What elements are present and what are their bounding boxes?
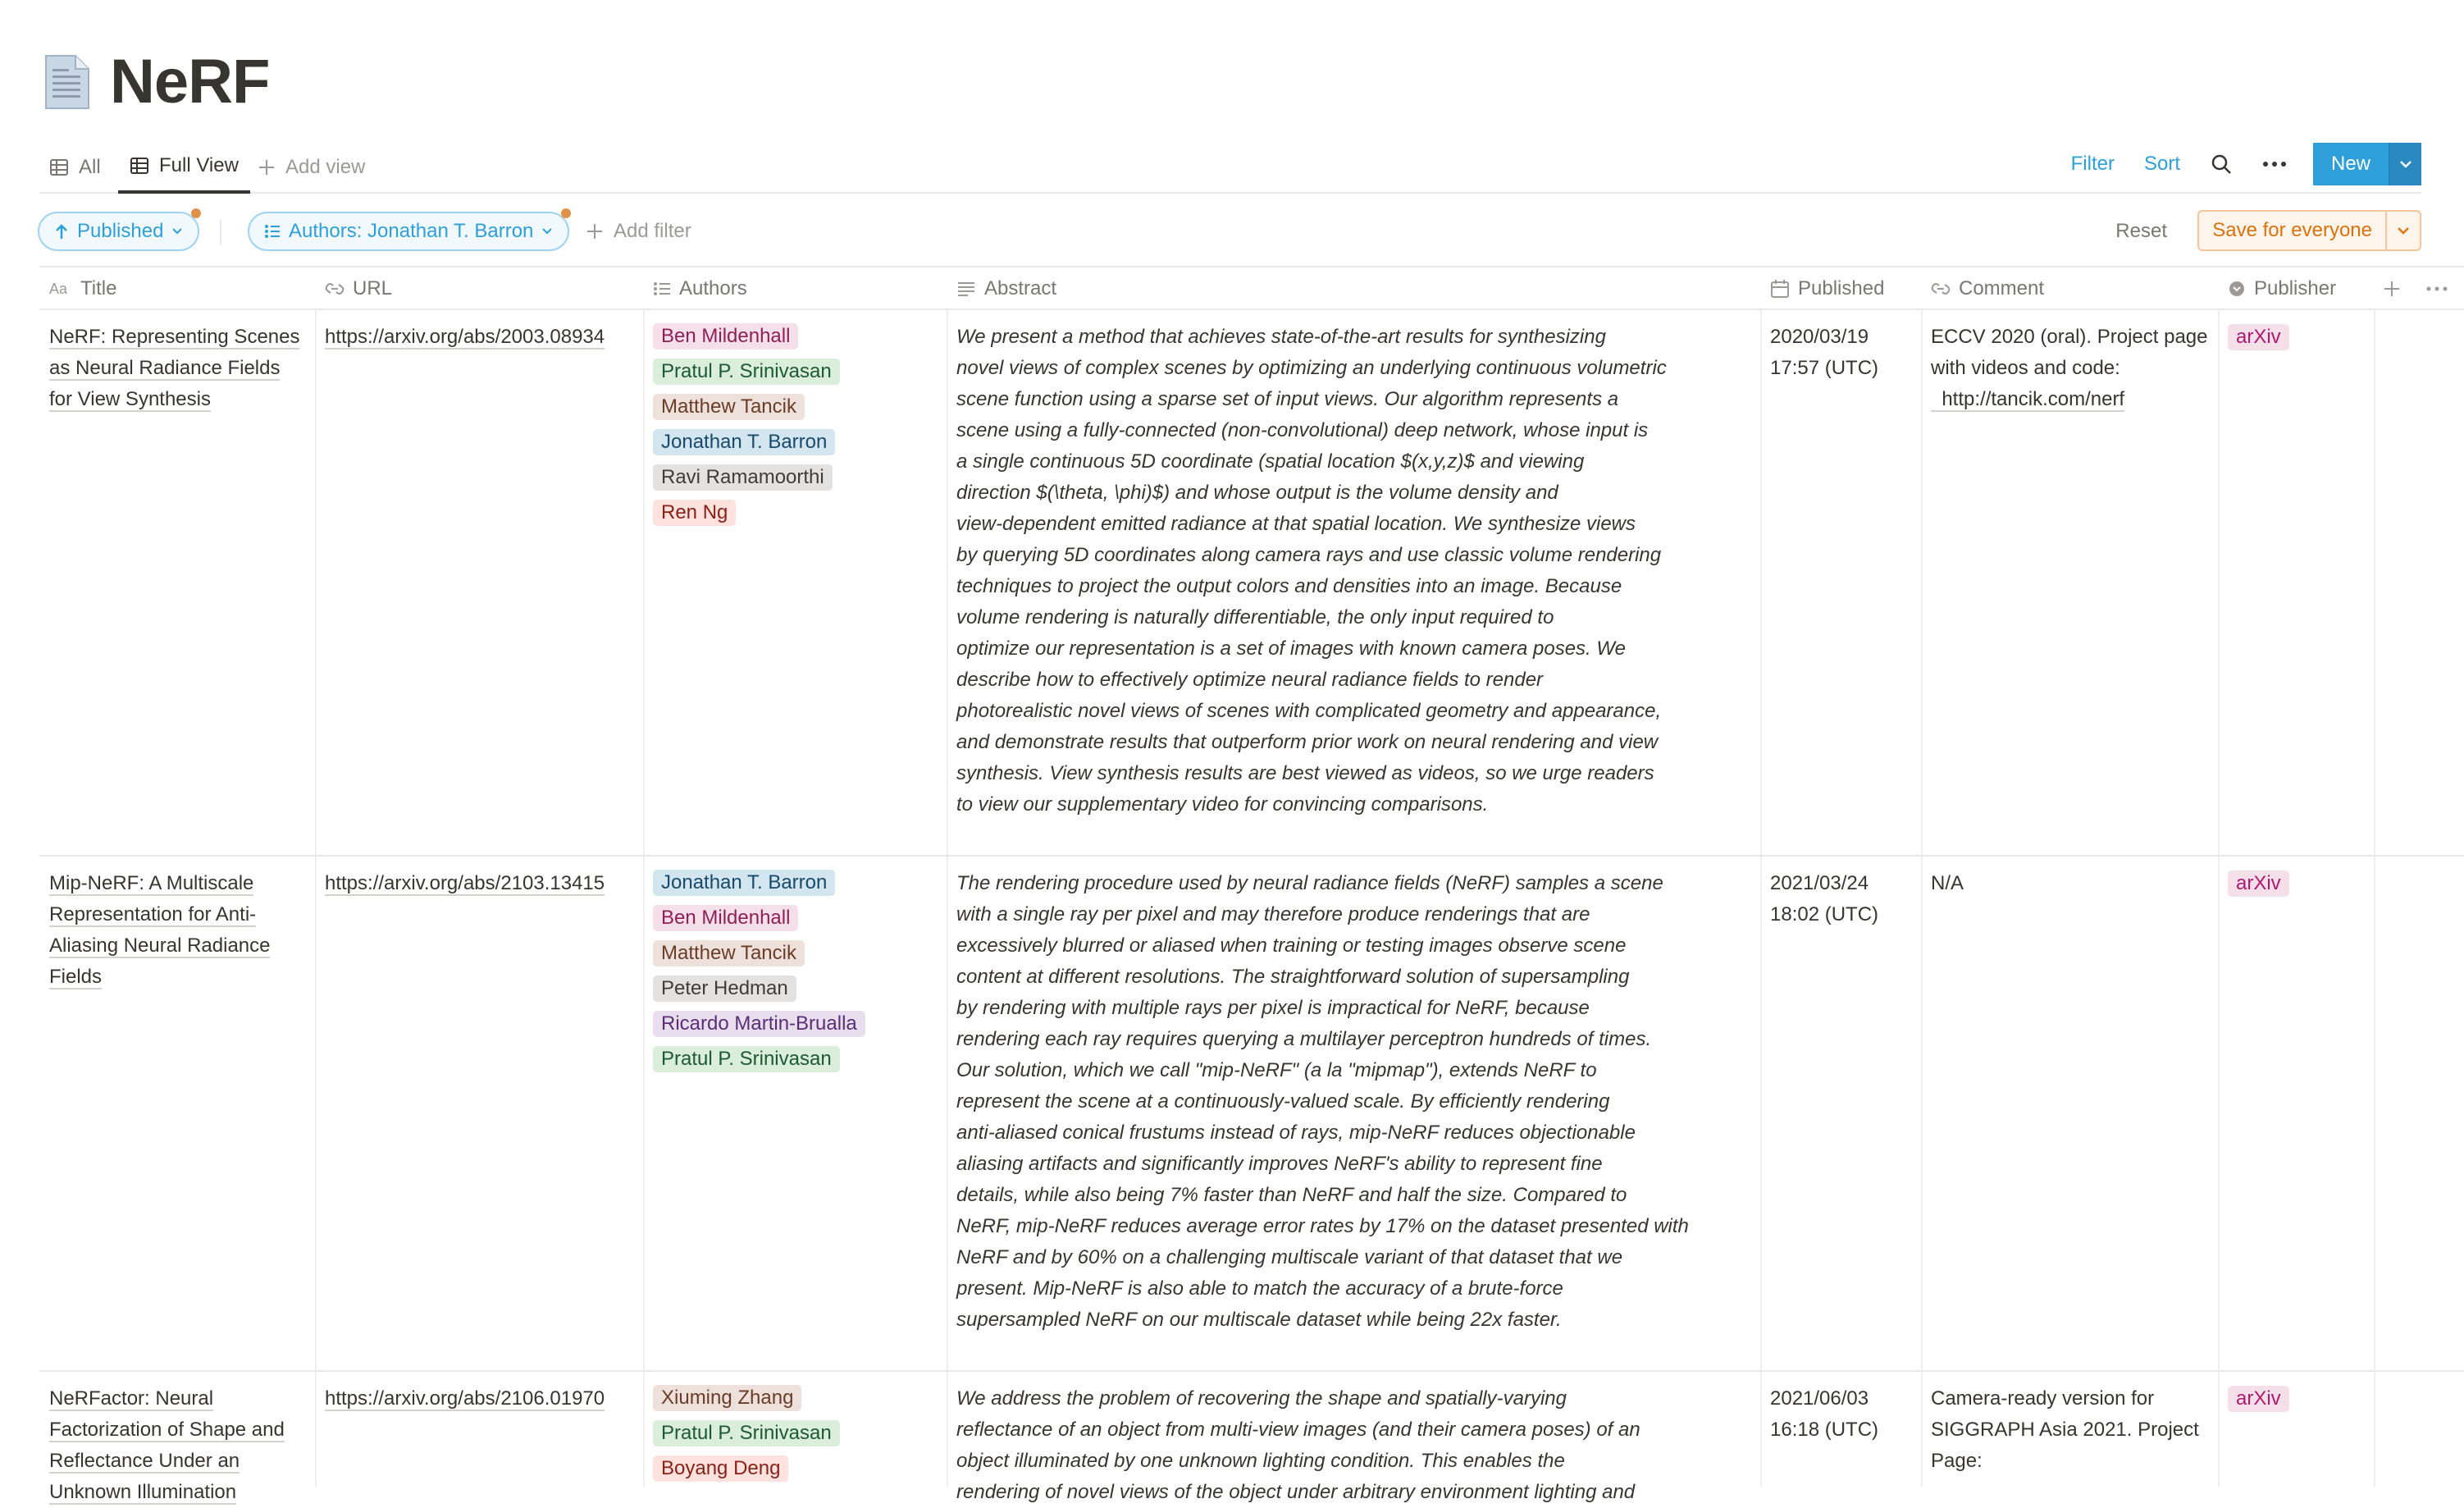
table-body [39, 310, 2464, 1503]
plus-icon [258, 158, 276, 176]
author-tag: Matthew Tancik [653, 940, 805, 966]
text-icon [49, 281, 72, 297]
author-tag: Jonathan T. Barron [653, 870, 835, 896]
authors-chip-label: Authors: Jonathan T. Barron [289, 220, 534, 242]
published-cell[interactable] [1760, 1372, 1921, 1487]
column-label: Publisher [2254, 277, 2337, 299]
tab-full-view-label: Full View [159, 154, 239, 176]
column-header-publisher[interactable] [2218, 267, 2374, 310]
authors-cell[interactable] [643, 1372, 947, 1487]
comment-cell[interactable] [1921, 310, 2218, 857]
row-title[interactable]: NeRF: Representing Scenes as Neural Radiance Fields for View Synthesis [49, 326, 300, 410]
more-icon [2426, 286, 2448, 292]
more-icon[interactable] [2262, 161, 2287, 167]
row-comment: N/A [1931, 872, 1964, 894]
select-icon [2228, 280, 2246, 298]
author-tag: Ben Mildenhall [653, 323, 798, 350]
row-url-link[interactable]: https://arxiv.org/abs/2103.13415 [325, 872, 605, 894]
column-header-url[interactable] [315, 267, 643, 310]
url-cell[interactable] [315, 1372, 643, 1487]
sort-button[interactable]: Sort [2143, 153, 2180, 175]
calendar-icon [1770, 279, 1790, 299]
row-comment: Camera-ready version for SIGGRAPH Asia 2021. Project Page: [1931, 1387, 2199, 1472]
list-icon [264, 224, 281, 239]
authors-cell[interactable] [643, 310, 947, 857]
chevron-down-icon [541, 227, 553, 235]
author-tag: Ren Ng [653, 500, 736, 526]
new-button[interactable]: New [2313, 143, 2389, 185]
row-url-link[interactable]: https://arxiv.org/abs/2106.01970 [325, 1387, 605, 1410]
link-icon [1931, 281, 1951, 297]
paragraph-icon [956, 281, 976, 297]
column-more-button[interactable] [2426, 267, 2448, 310]
row-abstract: We present a method that achieves state-of-the-art results for synthesizing novel views of complex scenes by optimizing an underlying continuous volumetric scene function using a sparse set of input views. Our algorithm represents a scene using a fully-connected (non-convolutional) deep network, whose input is a single continuous 5D coordinate (spatial location $(x,y,z)$ and viewing direction $(\theta, \phi)$) and whose output is the volume density and view-dependent emitted radiance at that spatial location. We synthesize views by querying 5D coordinates along camera rays and use classic volume rendering techniques to project the output colors and densities into an image. Because volume rendering is naturally differentiable, the only input required to optimize our representation is a set of images with known camera poses. We describe how to effectively optimize neural radiance fields to render photorealistic novel views of scenes with complicated geometry and appearance, and demonstrate results that outperform prior work on neural rendering and view synthesis. View synthesis results are best viewed as videos, so we urge readers to view our supplementary video for convincing comparisons. [956, 326, 1667, 816]
modified-dot [191, 208, 201, 218]
list-icon [653, 281, 671, 297]
author-tag: Ben Mildenhall [653, 905, 798, 931]
table-header [39, 266, 2464, 310]
table-row[interactable] [39, 857, 2464, 1372]
author-tag: Pratul P. Srinivasan [653, 359, 840, 385]
url-cell[interactable] [315, 857, 643, 1372]
add-view-label: Add view [285, 156, 366, 178]
column-header-authors[interactable] [643, 267, 947, 310]
filter-button[interactable]: Filter [2070, 153, 2115, 175]
divider [220, 220, 221, 244]
chevron-down-icon[interactable] [2389, 143, 2421, 185]
row-published-date: 2021/06/03 16:18 (UTC) [1770, 1387, 1879, 1441]
table-icon [130, 156, 149, 176]
row-comment: ECCV 2020 (oral). Project page with videos and code: [1931, 326, 2208, 379]
table-icon [49, 158, 69, 177]
column-header-abstract[interactable] [947, 267, 1760, 310]
save-for-everyone-button[interactable]: Save for everyone [2212, 219, 2372, 241]
title-cell[interactable] [39, 857, 315, 1372]
comment-cell[interactable] [1921, 1372, 2218, 1487]
arrow-up-icon [54, 223, 69, 240]
column-label: Title [80, 277, 117, 299]
author-tags [653, 868, 937, 1081]
title-cell[interactable] [39, 1372, 315, 1503]
add-filter-label: Add filter [614, 220, 691, 242]
table-row[interactable] [39, 310, 2464, 857]
tab-all-label: All [79, 156, 101, 178]
link-icon [325, 281, 345, 297]
add-view-button[interactable] [258, 141, 365, 194]
tab-all[interactable] [49, 141, 101, 194]
column-header-comment[interactable] [1921, 267, 2218, 310]
author-tag: Boyang Deng [653, 1455, 788, 1482]
chevron-down-icon [171, 227, 183, 235]
add-filter-button[interactable] [586, 212, 691, 251]
add-column-button[interactable] [2382, 267, 2402, 310]
column-divider [2374, 310, 2375, 855]
abstract-cell[interactable] [947, 1372, 1760, 1503]
author-tag: Ravi Ramamoorthi [653, 464, 833, 491]
row-comment-link[interactable]: http://tancik.com/nerf [1931, 388, 2125, 410]
svg-text:Aa: Aa [49, 281, 68, 297]
authors-filter-chip[interactable] [248, 212, 569, 251]
plus-icon [586, 222, 604, 240]
column-label: Comment [1959, 277, 2045, 299]
title-cell[interactable] [39, 310, 315, 857]
modified-dot [561, 208, 571, 218]
authors-cell[interactable] [643, 857, 947, 1372]
published-sort-chip[interactable] [38, 212, 199, 251]
filter-bar [38, 210, 2421, 253]
publisher-cell[interactable] [2218, 857, 2374, 1372]
author-tag: Peter Hedman [653, 976, 796, 1002]
row-title[interactable]: NeRFactor: Neural Factorization of Shape and Reflectance Under an Unknown Illumination [49, 1387, 285, 1503]
row-title[interactable]: Mip-NeRF: A Multiscale Representation for Anti-Aliasing Neural Radiance Fields [49, 872, 271, 988]
new-button-group [2313, 143, 2421, 185]
chevron-down-icon[interactable] [2385, 212, 2420, 249]
publisher-cell[interactable] [2218, 310, 2374, 857]
row-url-link[interactable]: https://arxiv.org/abs/2003.08934 [325, 326, 605, 348]
published-chip-label: Published [77, 220, 164, 242]
column-label: Published [1798, 277, 1885, 299]
abstract-cell[interactable] [947, 857, 1760, 1372]
page-header [43, 46, 269, 117]
comment-cell[interactable] [1921, 857, 2218, 1372]
author-tag: Jonathan T. Barron [653, 429, 835, 455]
author-tag: Pratul P. Srinivasan [653, 1420, 840, 1446]
author-tag: Ricardo Martin-Brualla [653, 1011, 865, 1037]
toolbar [2042, 143, 2421, 185]
column-label: Authors [679, 277, 747, 299]
column-header-published[interactable] [1760, 267, 1921, 310]
page-title: NeRF [110, 47, 270, 117]
published-cell[interactable] [1760, 857, 1921, 1372]
column-divider [2374, 1372, 2375, 1487]
plus-icon [2382, 279, 2402, 299]
column-divider [2374, 857, 2375, 1370]
author-tags [653, 322, 937, 535]
publisher-cell[interactable] [2218, 1372, 2374, 1487]
column-header-title[interactable] [39, 267, 315, 310]
row-published-date: 2021/03/24 18:02 (UTC) [1770, 872, 1879, 925]
publisher-tag: arXiv [2228, 324, 2289, 350]
search-icon[interactable] [2210, 153, 2233, 176]
reset-button[interactable]: Reset [2115, 220, 2167, 242]
save-for-everyone-group [2197, 210, 2421, 251]
author-tag: Pratul P. Srinivasan [653, 1046, 840, 1072]
row-abstract: The rendering procedure used by neural radiance fields (NeRF) samples a scene with a single ray per pixel and may therefore produce renderings that are excessively blurred or aliased when training or testing images observe scene content at different resolutions. The straightforward solution of supersampling by rendering with multiple rays per pixel is impractical for NeRF, because rendering each ray requires querying a multilayer perceptron hundreds of times. Our solution, which we call "mip-NeRF" (a la "mipmap"), extends NeRF to represent the scene at a continuously-valued scale. By efficiently rendering anti-aliased conical frustums instead of rays, mip-NeRF reduces objectionable aliasing artifacts and significantly improves NeRF's ability to represent fine details, while also being 7% faster than NeRF and half the size. Compared to NeRF, mip-NeRF reduces average error rates by 17% on the dataset presented with NeRF and by 60% on a challenging multiscale variant of that dataset that we present. Mip-NeRF is also able to match the accuracy of a brute-force supersampled NeRF on our multiscale dataset while being 22x faster. [956, 872, 1689, 1331]
url-cell[interactable] [315, 310, 643, 857]
author-tag: Matthew Tancik [653, 394, 805, 420]
database-table [39, 266, 2464, 1503]
column-label: Abstract [984, 277, 1057, 299]
publisher-tag: arXiv [2228, 1386, 2289, 1412]
tab-full-view[interactable] [118, 141, 250, 194]
author-tag: Xiuming Zhang [653, 1385, 801, 1411]
publisher-tag: arXiv [2228, 871, 2289, 897]
published-cell[interactable] [1760, 310, 1921, 857]
abstract-cell[interactable] [947, 310, 1760, 857]
document-icon[interactable] [43, 53, 92, 112]
column-label: URL [353, 277, 393, 299]
row-published-date: 2020/03/19 17:57 (UTC) [1770, 326, 1879, 379]
author-tags [653, 1383, 937, 1491]
table-row[interactable] [39, 1372, 2464, 1503]
row-abstract: We address the problem of recovering the shape and spatially-varying reflectance of an object from multi-view images (and their camera poses) of an object illuminated by one unknown lighting condition. This enables the rendering of novel views of the object under arbitrary environment lighting and [956, 1387, 1640, 1503]
